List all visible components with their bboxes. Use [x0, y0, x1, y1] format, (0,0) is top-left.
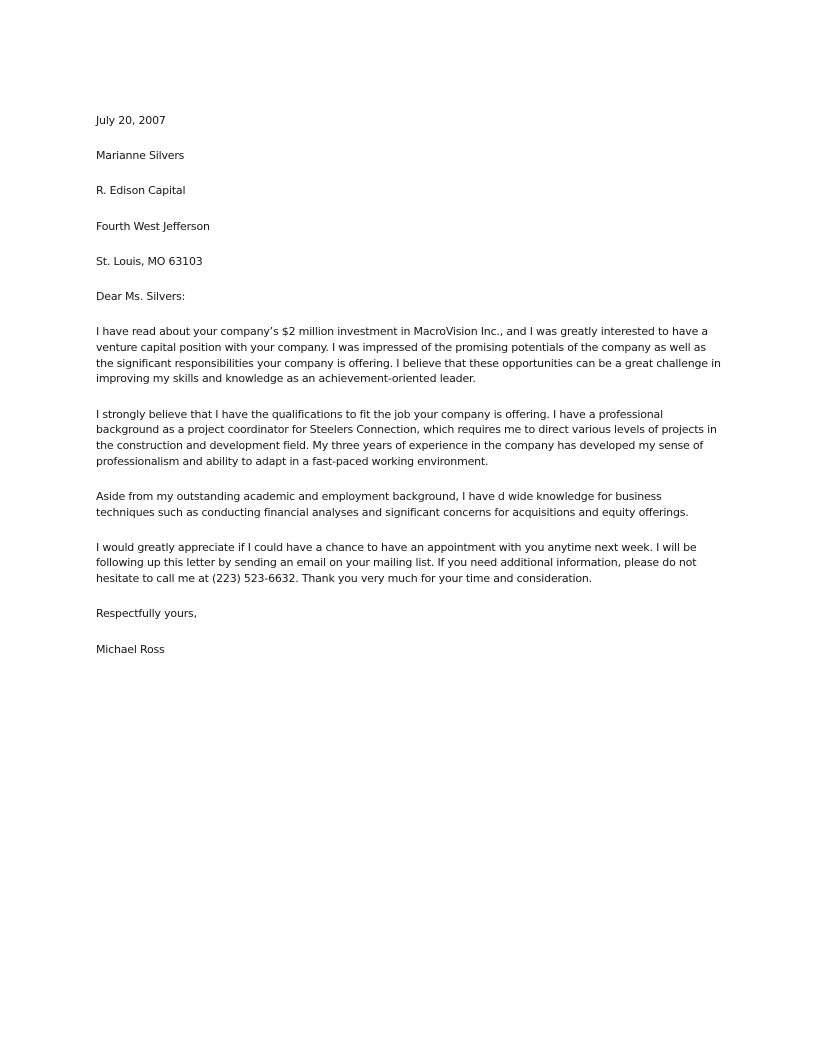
recipient-city: St. Louis, MO 63103 [96, 254, 203, 268]
letter-content [96, 113, 722, 677]
recipient-name: Marianne Silvers [96, 149, 185, 163]
letter-paragraph: Aside from my outstanding academic and employment background, I have d wide knowledge for business techniques such as conducting financial analyses and significant concerns for acquisitions and equity offerings. [96, 489, 689, 519]
letter-paragraph: I strongly believe that I have the qualifications to fit the job your company is offering. I have a professional background as a project coordinator for Steelers Connection, which requires me to direct various levels of projects in the construction and development field. My three years of experience in the company has developed my sense of professionalism and ability to adapt in a fast-paced working environment. [96, 407, 717, 468]
letter-date: July 20, 2007 [96, 114, 166, 127]
recipient-street: Fourth West Jefferson [96, 219, 210, 233]
salutation: Dear Ms. Silvers: [96, 290, 186, 304]
closing-phrase: Respectfully yours, [96, 607, 197, 621]
letter-paragraph: I have read about your company’s $2 million investment in MacroVision Inc., and I was greatly interested to have a venture capital position with your company. I was impressed of the promising potentials of the company as well as the significant responsibilities your company is offering. I believe that these opportunities can be a great challenge in improving my skills and knowledge as an achievement-oriented leader. [96, 325, 721, 386]
signature-name: Michael Ross [96, 642, 165, 656]
recipient-company: R. Edison Capital [96, 184, 186, 198]
letter-paragraph: I would greatly appreciate if I could have a chance to have an appointment with you anytime next week. I will be following up this letter by sending an email on your mailing list. If you need additional information, please do not hesitate to call me at (223) 523-6632. Thank you very much for your time and consideration. [96, 540, 697, 586]
